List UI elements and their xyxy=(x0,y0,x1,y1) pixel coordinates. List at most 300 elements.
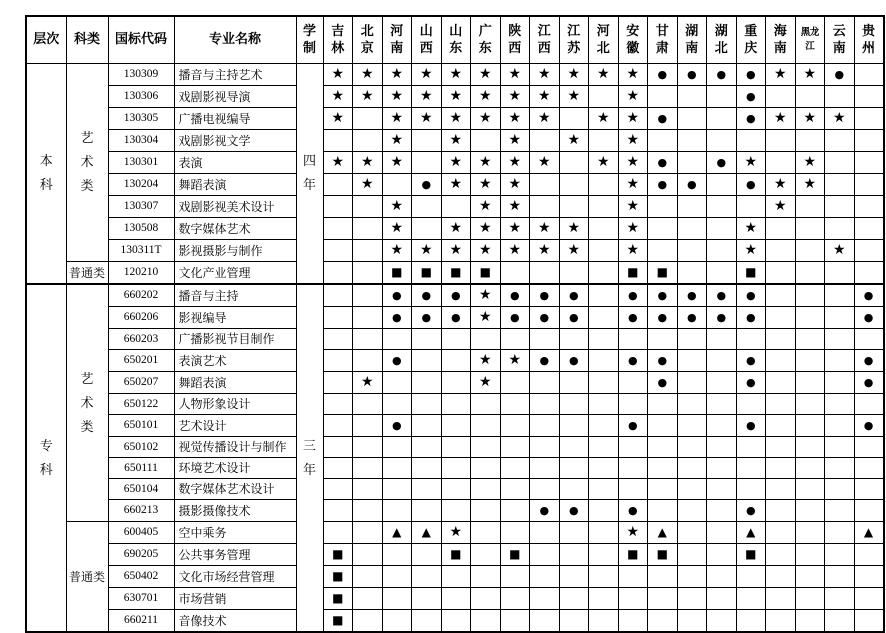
empty-cell xyxy=(382,478,412,499)
mark-cell: ★ xyxy=(471,173,501,195)
empty-cell xyxy=(854,195,884,217)
empty-cell xyxy=(854,239,884,261)
mark-cell: ● xyxy=(854,371,884,393)
mark-cell: ■ xyxy=(382,261,412,284)
mark-cell: ● xyxy=(412,284,442,307)
admission-plan-table xyxy=(25,15,885,633)
mark-cell: ★ xyxy=(618,195,648,217)
table-row xyxy=(26,261,884,284)
mark-cell: ★ xyxy=(559,129,589,151)
mark-cell: ★ xyxy=(441,107,471,129)
empty-cell xyxy=(589,217,619,239)
mark-cell: ★ xyxy=(471,349,501,371)
province-header: 江 苏 xyxy=(559,16,589,63)
empty-cell xyxy=(471,521,501,543)
mark-cell: ★ xyxy=(559,217,589,239)
empty-cell xyxy=(677,195,707,217)
empty-cell xyxy=(353,543,383,565)
mark-cell: ■ xyxy=(323,587,353,609)
empty-cell xyxy=(677,565,707,587)
code-cell: 630701 xyxy=(108,587,174,609)
mark-cell: ★ xyxy=(618,107,648,129)
mark-cell: ● xyxy=(648,151,678,173)
mark-cell: ★ xyxy=(618,173,648,195)
mark-cell: ● xyxy=(825,63,855,85)
empty-cell xyxy=(559,107,589,129)
empty-cell xyxy=(559,414,589,436)
table-body xyxy=(26,63,884,632)
mark-cell: ★ xyxy=(766,63,796,85)
code-cell: 600405 xyxy=(108,521,174,543)
major-name-cell: 影视编导 xyxy=(174,306,296,328)
table-row xyxy=(26,587,884,609)
empty-cell xyxy=(441,195,471,217)
empty-cell xyxy=(500,457,530,478)
empty-cell xyxy=(412,217,442,239)
province-header: 山 东 xyxy=(441,16,471,63)
empty-cell xyxy=(677,457,707,478)
mark-cell: ★ xyxy=(471,217,501,239)
mark-cell: ▲ xyxy=(648,521,678,543)
province-header: 河 南 xyxy=(382,16,412,63)
major-name-cell: 广播电视编导 xyxy=(174,107,296,129)
major-name-cell: 表演艺术 xyxy=(174,349,296,371)
mark-cell: ● xyxy=(736,371,766,393)
empty-cell xyxy=(795,195,825,217)
empty-cell xyxy=(441,478,471,499)
empty-cell xyxy=(677,414,707,436)
empty-cell xyxy=(677,85,707,107)
empty-cell xyxy=(441,371,471,393)
empty-cell xyxy=(825,85,855,107)
empty-cell xyxy=(382,565,412,587)
empty-cell xyxy=(559,393,589,414)
mark-cell: ★ xyxy=(441,521,471,543)
category-cell: 普通类 xyxy=(66,521,108,632)
major-name-cell: 艺术设计 xyxy=(174,414,296,436)
empty-cell xyxy=(825,306,855,328)
mark-cell: ★ xyxy=(412,239,442,261)
empty-cell xyxy=(648,565,678,587)
empty-cell xyxy=(736,436,766,457)
empty-cell xyxy=(854,151,884,173)
empty-cell xyxy=(795,414,825,436)
province-header: 安 徽 xyxy=(618,16,648,63)
empty-cell xyxy=(736,393,766,414)
empty-cell xyxy=(559,151,589,173)
empty-cell xyxy=(707,436,737,457)
mark-cell: ● xyxy=(530,306,560,328)
mark-cell: ★ xyxy=(618,217,648,239)
empty-cell xyxy=(766,261,796,284)
empty-cell xyxy=(648,239,678,261)
empty-cell xyxy=(766,521,796,543)
major-name-cell: 广播影视节目制作 xyxy=(174,328,296,349)
empty-cell xyxy=(795,587,825,609)
empty-cell xyxy=(648,393,678,414)
code-cell: 130311T xyxy=(108,239,174,261)
empty-cell xyxy=(736,587,766,609)
code-cell: 130508 xyxy=(108,217,174,239)
empty-cell xyxy=(795,328,825,349)
province-header: 湖 北 xyxy=(707,16,737,63)
mark-cell: ★ xyxy=(589,63,619,85)
mark-cell: ★ xyxy=(471,85,501,107)
table-row xyxy=(26,151,884,173)
mark-cell: ★ xyxy=(412,85,442,107)
empty-cell xyxy=(677,107,707,129)
empty-cell xyxy=(618,587,648,609)
empty-cell xyxy=(441,349,471,371)
empty-cell xyxy=(795,284,825,307)
mark-cell: ■ xyxy=(618,543,648,565)
mark-cell: ★ xyxy=(795,151,825,173)
empty-cell xyxy=(736,478,766,499)
empty-cell xyxy=(530,328,560,349)
empty-cell xyxy=(500,436,530,457)
mark-cell: ★ xyxy=(500,63,530,85)
empty-cell xyxy=(854,565,884,587)
mark-cell: ● xyxy=(736,306,766,328)
mark-cell: ● xyxy=(382,284,412,307)
empty-cell xyxy=(323,414,353,436)
mark-cell: ★ xyxy=(441,63,471,85)
table-row xyxy=(26,565,884,587)
empty-cell xyxy=(353,306,383,328)
empty-cell xyxy=(648,587,678,609)
empty-cell xyxy=(589,393,619,414)
code-cell: 650122 xyxy=(108,393,174,414)
mark-cell: ★ xyxy=(618,63,648,85)
empty-cell xyxy=(825,173,855,195)
code-cell: 650207 xyxy=(108,371,174,393)
empty-cell xyxy=(589,173,619,195)
province-header: 广 东 xyxy=(471,16,501,63)
empty-cell xyxy=(589,587,619,609)
empty-cell xyxy=(559,543,589,565)
mark-cell: ★ xyxy=(412,107,442,129)
empty-cell xyxy=(766,239,796,261)
mark-cell: ● xyxy=(648,371,678,393)
empty-cell xyxy=(648,457,678,478)
code-cell: 130306 xyxy=(108,85,174,107)
empty-cell xyxy=(412,349,442,371)
empty-cell xyxy=(441,565,471,587)
table-row xyxy=(26,499,884,521)
empty-cell xyxy=(795,393,825,414)
code-cell: 690205 xyxy=(108,543,174,565)
col-header-duration: 学 制 xyxy=(296,16,323,63)
mark-cell: ● xyxy=(648,173,678,195)
mark-cell: ★ xyxy=(471,239,501,261)
empty-cell xyxy=(382,371,412,393)
mark-cell: ● xyxy=(559,284,589,307)
empty-cell xyxy=(559,457,589,478)
empty-cell xyxy=(353,478,383,499)
table-row xyxy=(26,195,884,217)
empty-cell xyxy=(589,195,619,217)
empty-cell xyxy=(854,436,884,457)
empty-cell xyxy=(589,85,619,107)
table-row xyxy=(26,521,884,543)
empty-cell xyxy=(825,217,855,239)
empty-cell xyxy=(323,371,353,393)
empty-cell xyxy=(382,587,412,609)
empty-cell xyxy=(825,587,855,609)
empty-cell xyxy=(795,457,825,478)
mark-cell: ● xyxy=(412,173,442,195)
major-name-cell: 表演 xyxy=(174,151,296,173)
empty-cell xyxy=(825,565,855,587)
mark-cell: ★ xyxy=(500,107,530,129)
empty-cell xyxy=(707,371,737,393)
empty-cell xyxy=(323,457,353,478)
mark-cell: ● xyxy=(677,173,707,195)
major-name-cell: 戏剧影视文学 xyxy=(174,129,296,151)
empty-cell xyxy=(353,349,383,371)
mark-cell: ● xyxy=(707,151,737,173)
major-name-cell: 公共事务管理 xyxy=(174,543,296,565)
empty-cell xyxy=(648,414,678,436)
empty-cell xyxy=(530,195,560,217)
major-name-cell: 环境艺术设计 xyxy=(174,457,296,478)
mark-cell: ■ xyxy=(736,261,766,284)
mark-cell: ★ xyxy=(382,217,412,239)
table-row xyxy=(26,349,884,371)
province-header: 黑龙 江 xyxy=(795,16,825,63)
empty-cell xyxy=(441,499,471,521)
mark-cell: ★ xyxy=(736,151,766,173)
empty-cell xyxy=(353,565,383,587)
province-header: 山 西 xyxy=(412,16,442,63)
major-name-cell: 舞蹈表演 xyxy=(174,371,296,393)
empty-cell xyxy=(795,478,825,499)
empty-cell xyxy=(589,543,619,565)
empty-cell xyxy=(648,478,678,499)
mark-cell: ■ xyxy=(323,543,353,565)
empty-cell xyxy=(795,521,825,543)
mark-cell: ★ xyxy=(382,151,412,173)
code-cell: 130305 xyxy=(108,107,174,129)
empty-cell xyxy=(500,499,530,521)
empty-cell xyxy=(471,478,501,499)
empty-cell xyxy=(382,609,412,632)
empty-cell xyxy=(618,393,648,414)
table-row xyxy=(26,239,884,261)
code-cell: 650402 xyxy=(108,565,174,587)
category-cell: 艺 术 类 xyxy=(66,284,108,522)
empty-cell xyxy=(707,173,737,195)
empty-cell xyxy=(412,328,442,349)
empty-cell xyxy=(648,85,678,107)
empty-cell xyxy=(500,521,530,543)
empty-cell xyxy=(825,436,855,457)
empty-cell xyxy=(766,436,796,457)
empty-cell xyxy=(412,609,442,632)
empty-cell xyxy=(707,499,737,521)
empty-cell xyxy=(766,349,796,371)
table-row xyxy=(26,393,884,414)
table-header-row xyxy=(26,16,884,63)
empty-cell xyxy=(530,261,560,284)
empty-cell xyxy=(707,85,737,107)
empty-cell xyxy=(559,195,589,217)
empty-cell xyxy=(766,499,796,521)
empty-cell xyxy=(323,129,353,151)
empty-cell xyxy=(766,328,796,349)
empty-cell xyxy=(353,129,383,151)
empty-cell xyxy=(530,587,560,609)
mark-cell: ★ xyxy=(530,151,560,173)
major-name-cell: 数字媒体艺术设计 xyxy=(174,478,296,499)
empty-cell xyxy=(854,63,884,85)
empty-cell xyxy=(677,436,707,457)
major-name-cell: 音像技术 xyxy=(174,609,296,632)
empty-cell xyxy=(382,543,412,565)
mark-cell: ★ xyxy=(618,151,648,173)
mark-cell: ● xyxy=(707,63,737,85)
mark-cell: ★ xyxy=(353,371,383,393)
mark-cell: ● xyxy=(736,107,766,129)
empty-cell xyxy=(353,457,383,478)
mark-cell: ★ xyxy=(500,217,530,239)
mark-cell: ● xyxy=(736,284,766,307)
empty-cell xyxy=(766,151,796,173)
province-header: 陕 西 xyxy=(500,16,530,63)
empty-cell xyxy=(707,129,737,151)
mark-cell: ★ xyxy=(441,85,471,107)
empty-cell xyxy=(854,543,884,565)
empty-cell xyxy=(471,328,501,349)
code-cell: 120210 xyxy=(108,261,174,284)
mark-cell: ★ xyxy=(500,151,530,173)
empty-cell xyxy=(766,306,796,328)
code-cell: 650102 xyxy=(108,436,174,457)
empty-cell xyxy=(825,349,855,371)
empty-cell xyxy=(589,478,619,499)
empty-cell xyxy=(323,393,353,414)
empty-cell xyxy=(412,436,442,457)
table-row xyxy=(26,129,884,151)
empty-cell xyxy=(766,587,796,609)
empty-cell xyxy=(677,393,707,414)
empty-cell xyxy=(323,478,353,499)
empty-cell xyxy=(795,129,825,151)
empty-cell xyxy=(530,436,560,457)
empty-cell xyxy=(559,587,589,609)
mark-cell: ● xyxy=(677,63,707,85)
mark-cell: ★ xyxy=(589,107,619,129)
empty-cell xyxy=(766,217,796,239)
empty-cell xyxy=(412,129,442,151)
mark-cell: ● xyxy=(618,349,648,371)
empty-cell xyxy=(766,371,796,393)
empty-cell xyxy=(854,478,884,499)
mark-cell: ● xyxy=(618,306,648,328)
mark-cell: ■ xyxy=(618,261,648,284)
mark-cell: ★ xyxy=(559,63,589,85)
province-header: 湖 南 xyxy=(677,16,707,63)
table-row xyxy=(26,85,884,107)
empty-cell xyxy=(441,414,471,436)
empty-cell xyxy=(412,371,442,393)
empty-cell xyxy=(707,587,737,609)
major-name-cell: 空中乘务 xyxy=(174,521,296,543)
code-cell: 660202 xyxy=(108,284,174,307)
col-header-major: 专业名称 xyxy=(174,16,296,63)
mark-cell: ● xyxy=(736,85,766,107)
mark-cell: ● xyxy=(500,284,530,307)
mark-cell: ★ xyxy=(559,239,589,261)
empty-cell xyxy=(707,239,737,261)
mark-cell: ★ xyxy=(382,239,412,261)
mark-cell: ■ xyxy=(441,543,471,565)
mark-cell: ★ xyxy=(766,107,796,129)
major-name-cell: 戏剧影视导演 xyxy=(174,85,296,107)
empty-cell xyxy=(677,328,707,349)
empty-cell xyxy=(353,239,383,261)
empty-cell xyxy=(589,261,619,284)
mark-cell: ★ xyxy=(471,195,501,217)
empty-cell xyxy=(736,457,766,478)
category-cell: 普通类 xyxy=(66,261,108,284)
mark-cell: ● xyxy=(854,306,884,328)
empty-cell xyxy=(618,457,648,478)
mark-cell: ★ xyxy=(382,195,412,217)
mark-cell: ★ xyxy=(441,151,471,173)
mark-cell: ● xyxy=(618,414,648,436)
empty-cell xyxy=(589,565,619,587)
empty-cell xyxy=(412,195,442,217)
mark-cell: ● xyxy=(530,284,560,307)
empty-cell xyxy=(795,499,825,521)
mark-cell: ● xyxy=(648,349,678,371)
empty-cell xyxy=(766,565,796,587)
empty-cell xyxy=(382,499,412,521)
mark-cell: ● xyxy=(441,284,471,307)
mark-cell: ● xyxy=(707,284,737,307)
empty-cell xyxy=(589,609,619,632)
mark-cell: ★ xyxy=(736,217,766,239)
empty-cell xyxy=(589,436,619,457)
code-cell: 650104 xyxy=(108,478,174,499)
empty-cell xyxy=(677,587,707,609)
mark-cell: ★ xyxy=(500,239,530,261)
empty-cell xyxy=(766,393,796,414)
empty-cell xyxy=(795,371,825,393)
duration-cell: 三 年 xyxy=(296,284,323,632)
empty-cell xyxy=(412,543,442,565)
mark-cell: ★ xyxy=(471,371,501,393)
mark-cell: ★ xyxy=(530,63,560,85)
empty-cell xyxy=(589,328,619,349)
table-row xyxy=(26,609,884,632)
empty-cell xyxy=(677,349,707,371)
empty-cell xyxy=(648,499,678,521)
table-row xyxy=(26,328,884,349)
major-name-cell: 戏剧影视美术设计 xyxy=(174,195,296,217)
mark-cell: ★ xyxy=(382,107,412,129)
empty-cell xyxy=(618,371,648,393)
empty-cell xyxy=(795,217,825,239)
empty-cell xyxy=(323,328,353,349)
mark-cell: ★ xyxy=(323,85,353,107)
empty-cell xyxy=(618,565,648,587)
province-header: 重 庆 xyxy=(736,16,766,63)
mark-cell: ★ xyxy=(382,85,412,107)
mark-cell: ● xyxy=(441,306,471,328)
mark-cell: ★ xyxy=(530,239,560,261)
